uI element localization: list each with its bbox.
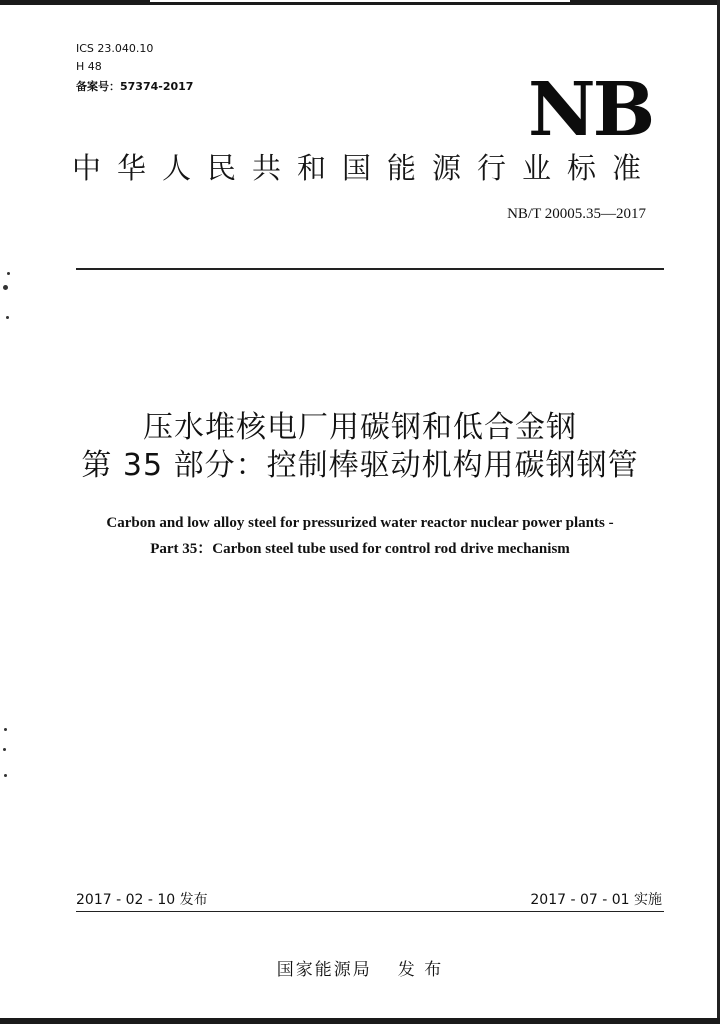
date-divider <box>76 911 664 912</box>
title-en-line1: Carbon and low alloy steel for pressurized water reactor nuclear power plants - <box>106 515 614 531</box>
issue-date: 2017 - 02 - 10 发布 <box>76 892 208 908</box>
ics-code: ICS 23.040.10 <box>76 42 154 55</box>
implementation-date: 2017 - 07 - 01 实施 <box>530 892 662 908</box>
standard-number: NB/T 20005.35—2017 <box>507 206 646 222</box>
title-cn-line1: 压水堆核电厂用碳钢和低合金钢 <box>143 410 577 445</box>
classification-code: H 48 <box>76 60 102 73</box>
nb-logo: NB <box>528 67 653 153</box>
title-cn-line2: 第 35 部分：控制棒驱动机构用碳钢钢管 <box>81 448 639 483</box>
scan-top-edge <box>0 0 720 5</box>
header-divider <box>76 268 664 270</box>
title-en-line2: Part 35：Carbon steel tube used for control rod drive mechanism <box>150 541 570 557</box>
publisher-action: 发 布 <box>397 960 444 980</box>
standard-organization: 中华人民共和国能源行业标准 <box>72 151 658 185</box>
publisher-line <box>0 958 720 982</box>
scan-bottom-edge <box>0 1018 720 1024</box>
record-number: 备案号：57374-2017 <box>76 80 194 93</box>
publisher-name: 国家能源局 <box>276 960 372 980</box>
